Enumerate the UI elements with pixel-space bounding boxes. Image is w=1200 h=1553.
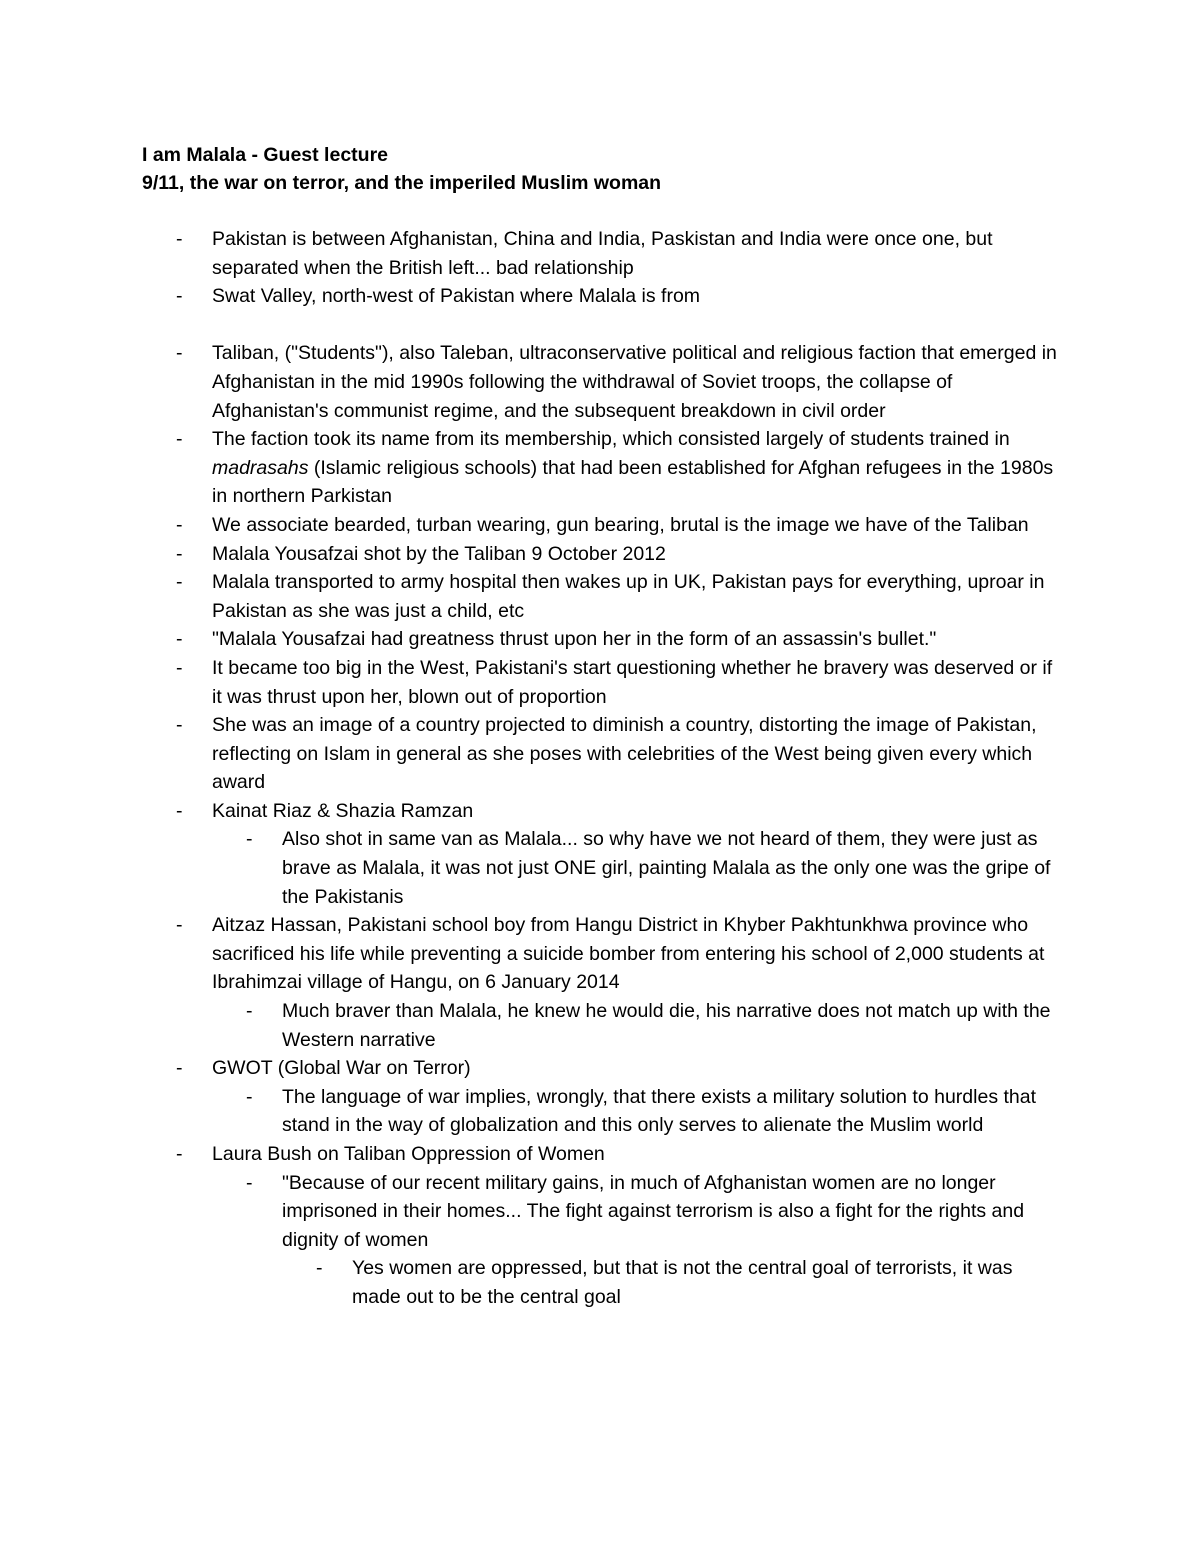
list-item-text: Yes women are oppressed, but that is not the central goal of terrorists, it was made out to be the central goal (352, 1257, 1013, 1308)
list-item-text: Taliban, ("Students"), also Taleban, ultraconservative political and religious faction that emerged in Afghanistan in the mid 1990s following the withdrawal of Soviet troops, the collapse of Afghanistan's communist regime, and the subsequent breakdown in civil order (212, 342, 1057, 422)
bullet-dash: - (316, 1257, 323, 1280)
italic-term: madrasahs (212, 456, 309, 479)
list-item (142, 225, 1062, 282)
list-item-text: Laura Bush on Taliban Oppression of Women (212, 1143, 605, 1165)
list-item (142, 797, 1062, 826)
list-item-text: Pakistan is between Afghanistan, China and India, Paskistan and India were once one, but separated when the British left... bad relationship (212, 228, 993, 279)
list-item (142, 425, 1062, 511)
bullet-dash: - (176, 513, 183, 536)
list-item (142, 825, 1062, 911)
list-item-text: Swat Valley, north-west of Pakistan where Malala is from (212, 285, 701, 308)
list-item (142, 711, 1062, 797)
list-item (142, 540, 1062, 569)
list-item-text: Aitzaz Hassan, Pakistani school boy from Hangu District in Khyber Pakhtunkhwa province who sacrificed his life while preventing a suicide bomber from entering his school of 2,000 students at Ibrahimzai village of Hangu, on 6 January 2014 (212, 914, 1045, 994)
list-item-text: Malala Yousafzai shot by the Taliban 9 October 2012 (212, 542, 666, 565)
bullet-dash: - (246, 1171, 253, 1194)
bullet-list (142, 225, 1062, 1312)
list-item (142, 339, 1062, 425)
bullet-dash: - (176, 799, 183, 822)
list-item-text: She was an image of a country projected to diminish a country, distorting the image of Pakistan, reflecting on Islam in general as she poses with celebrities of the West being given every which award (212, 714, 1037, 794)
bullet-dash: - (176, 656, 183, 679)
list-item-text: "Malala Yousafzai had greatness thrust upon her in the form of an assassin's bullet." (212, 628, 937, 651)
list-item (142, 1054, 1062, 1083)
blank-line (142, 311, 1062, 340)
document-subtitle: 9/11, the war on terror, and the imperiled Muslim woman (142, 172, 662, 194)
list-item (142, 511, 1062, 540)
document-page (142, 141, 1062, 1312)
list-item-text: We associate bearded, turban wearing, gun bearing, brutal is the image we have of the Taliban (212, 513, 1029, 536)
list-item (142, 1140, 1062, 1169)
list-item-text: The language of war implies, wrongly, that there exists a military solution to hurdles that stand in the way of globalization and this only serves to alienate the Muslim world (282, 1085, 1037, 1137)
bullet-dash: - (176, 914, 183, 937)
list-item (142, 1254, 1062, 1311)
list-item (142, 625, 1062, 654)
list-item (142, 1083, 1062, 1140)
list-item (142, 1169, 1062, 1255)
bullet-dash: - (246, 828, 253, 851)
bullet-dash: - (176, 1057, 183, 1080)
bullet-dash: - (176, 571, 183, 594)
list-item (142, 911, 1062, 997)
list-item-text: "Because of our recent military gains, in much of Afghanistan women are no longer imprisoned in their homes... The fight against terrorism is also a fight for the rights and dignity of women (282, 1171, 1025, 1251)
list-item-text: It became too big in the West, Pakistani's start questioning whether he bravery was deserved or if it was thrust upon her, blown out of proportion (212, 656, 1053, 708)
bullet-dash: - (176, 1143, 183, 1165)
bullet-dash: - (176, 285, 183, 308)
bullet-dash: - (246, 1085, 253, 1108)
bullet-dash: - (176, 428, 183, 451)
list-item-text: Much braver than Malala, he knew he would die, his narrative does not match up with the Western narrative (282, 1000, 1051, 1051)
list-item-text: Kainat Riaz & Shazia Ramzan (212, 799, 474, 822)
list-item-text: Malala transported to army hospital then wakes up in UK, Pakistan pays for everything, uproar in Pakistan as she was just a child, etc (212, 571, 1045, 622)
document-title: I am Malala - Guest lecture (142, 144, 389, 166)
list-item (142, 282, 1062, 311)
bullet-dash: - (246, 1000, 253, 1023)
bullet-dash: - (176, 342, 183, 365)
list-item (142, 997, 1062, 1054)
list-item-text: The faction took its name from its membership, which consisted largely of students trained in madrasahs (Islamic religious schools) that had been established for Afghan refugees in the 1980s in northern Parkistan (212, 428, 1054, 508)
list-item-text: GWOT (Global War on Terror) (212, 1057, 471, 1080)
bullet-dash: - (176, 542, 183, 565)
bullet-dash: - (176, 714, 183, 737)
bullet-dash: - (176, 228, 183, 250)
bullet-dash: - (176, 628, 183, 651)
list-item-text: Also shot in same van as Malala... so why have we not heard of them, they were just as brave as Malala, it was not just ONE girl, painting Malala as the only one was the gripe of the Pakistanis (282, 828, 1051, 908)
list-item (142, 654, 1062, 711)
list-item (142, 568, 1062, 625)
